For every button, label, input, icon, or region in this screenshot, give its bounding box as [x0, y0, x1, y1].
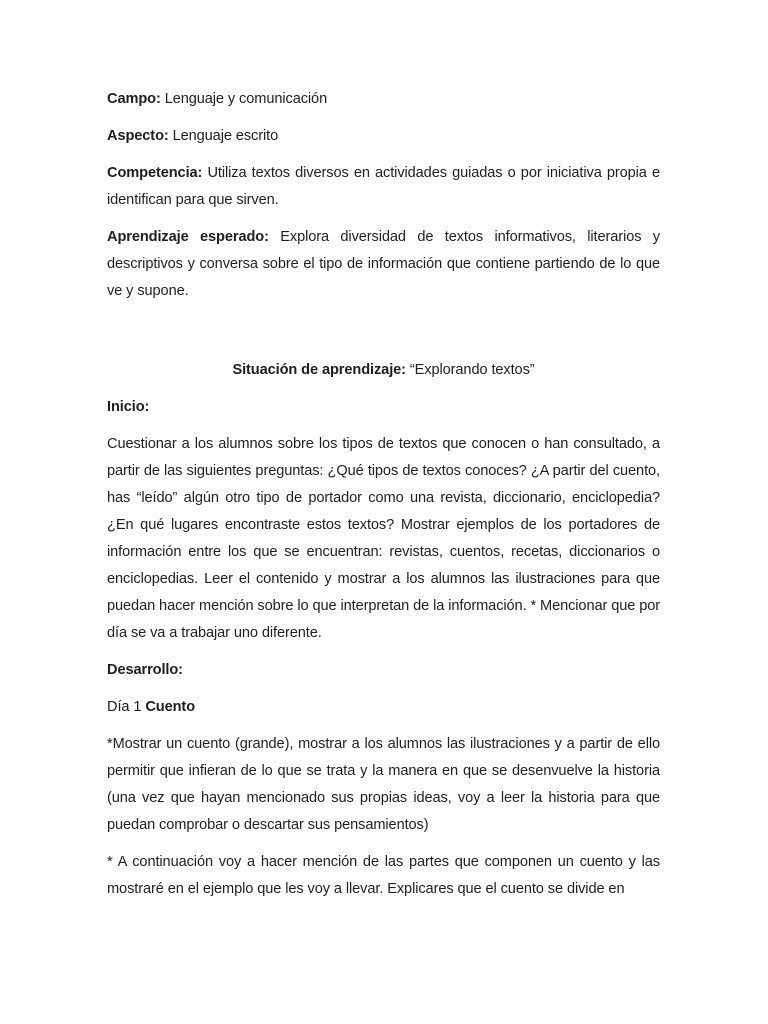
- competencia-label: Competencia:: [107, 165, 203, 181]
- aspecto-label: Aspecto:: [107, 128, 169, 144]
- desarrollo-heading-text: Desarrollo:: [107, 662, 183, 678]
- campo-label: Campo:: [107, 91, 161, 107]
- dia-1-heading: [107, 694, 660, 721]
- aspecto-line: [107, 123, 660, 150]
- aspecto-value: Lenguaje escrito: [168, 128, 279, 144]
- competencia-paragraph: [107, 160, 660, 214]
- desarrollo-paragraph-1: *Mostrar un cuento (grande), mostrar a los alumnos las ilustraciones y a partir de ello permitir que infieran de lo que se trata y la manera en que se desenvuelve la historia (una vez que hayan mencionado sus propias ideas, voy a leer la historia para que puedan comprobar o descartar sus pensamientos): [107, 736, 660, 833]
- aprendizaje-paragraph: [107, 224, 660, 305]
- situacion-title: [107, 357, 660, 384]
- inicio-body: Cuestionar a los alumnos sobre los tipos de textos que conocen o han consultado, a partir de las siguientes preguntas: ¿Qué tipos de textos conoces? ¿A partir del cuento, has “leído” algún otro tipo de portador como una revista, diccionario, enciclopedia? ¿En qué lugares encontraste estos textos? Mostrar ejemplos de los portadores de información entre los que se encuentran: revistas, cuentos, recetas, diccionarios o enciclopedias. Leer el contenido y mostrar a los alumnos las ilustraciones para que puedan hacer mención sobre lo que interpretan de la información. * Mencionar que por día se va a trabajar uno diferente.: [107, 436, 660, 641]
- document-page: [107, 86, 660, 903]
- campo-line: [107, 86, 660, 113]
- inicio-heading: [107, 394, 660, 421]
- competencia-value: Utiliza textos diversos en actividades guiadas o por iniciativa propia e identifican para que sirven.: [107, 165, 660, 208]
- desarrollo-paragraph-2: * A continuación voy a hacer mención de las partes que componen un cuento y las mostraré en el ejemplo que les voy a llevar. Explicares que el cuento se divide en: [107, 854, 660, 897]
- dia-title: Cuento: [145, 699, 196, 715]
- situacion-label: Situación de aprendizaje:: [232, 362, 406, 378]
- inicio-heading-text: Inicio:: [107, 399, 150, 415]
- situacion-value: “Explorando textos”: [405, 362, 535, 378]
- desarrollo-heading: [107, 657, 660, 684]
- dia-label: Día 1: [107, 699, 146, 715]
- aprendizaje-label: Aprendizaje esperado:: [107, 229, 269, 245]
- campo-value: Lenguaje y comunicación: [160, 91, 328, 107]
- aprendizaje-value: Explora diversidad de textos informativos, literarios y descriptivos y conversa sobre el tipo de información que contiene partiendo de lo que ve y supone.: [107, 229, 661, 299]
